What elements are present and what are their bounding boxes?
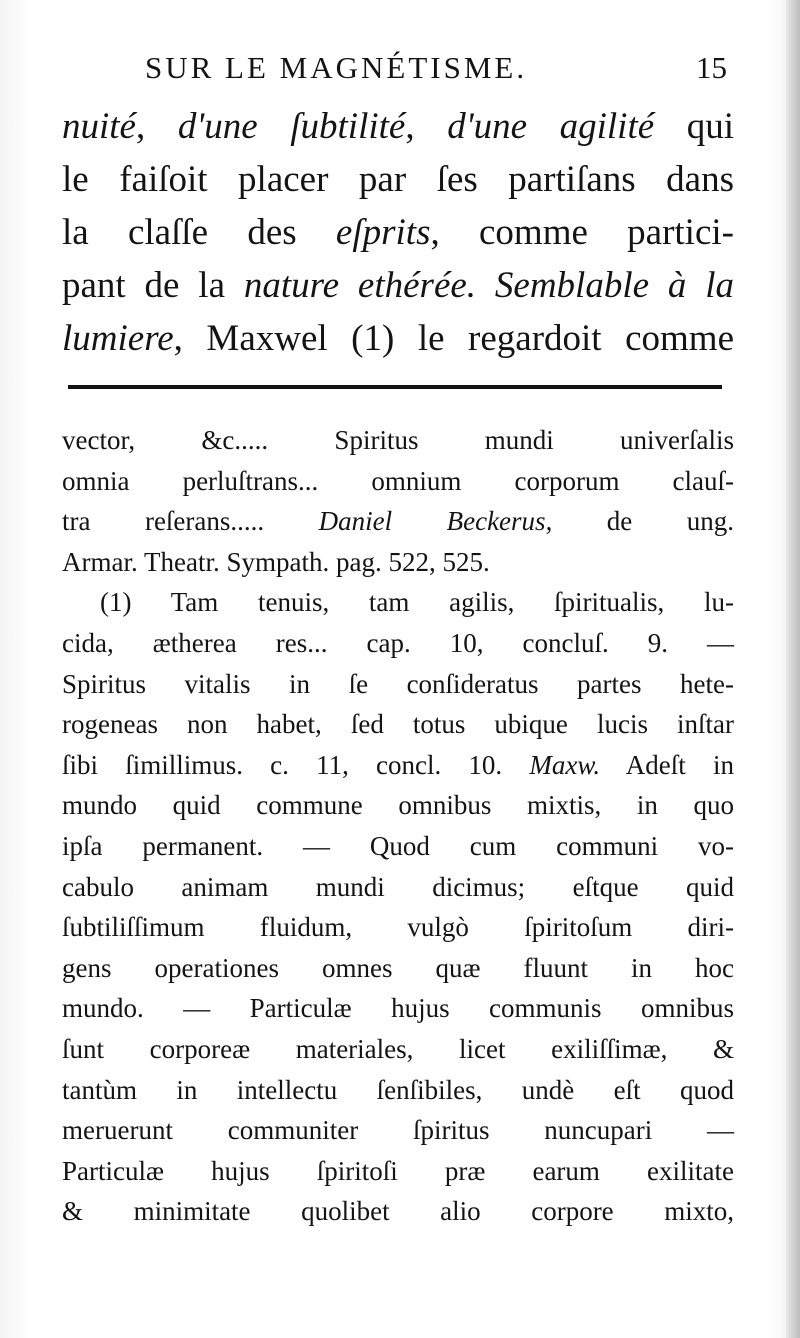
footnote-line: mundo. — Particulæ hujus communis omnibus <box>62 993 734 1024</box>
main-line: la claſſe des eſprits, comme partici- <box>62 212 734 253</box>
footnote-rule <box>68 385 722 389</box>
footnote-line: cida, ætherea res... cap. 10, concluſ. 9. — <box>62 627 734 658</box>
main-line: pant de la nature ethérée. Semblable à la <box>62 265 734 306</box>
main-line: nuité, d'une ſubtilité, d'une agilité qui <box>62 106 735 147</box>
footnote-line: Spiritus vitalis in ſe conſideratus partes hete- <box>62 668 734 699</box>
footnote-line: gens operationes omnes quæ fluunt in hoc <box>62 952 734 983</box>
footnotes <box>62 420 734 1232</box>
footnote-line: ſubtiliſſimum fluidum, vulgò ſpiritoſum diri- <box>62 912 734 943</box>
footnote-line: ipſa permanent. — Quod cum communi vo- <box>62 830 734 861</box>
footnote-line: Armar. Theatr. Sympath. pag. 522, 525. <box>62 546 490 577</box>
running-title: SUR LE MAGNÉTISME. <box>145 50 528 85</box>
footnote-line: tantùm in intellectu ſenſibiles, undè eſt quod <box>62 1074 734 1105</box>
page-edge-shadow <box>786 0 800 1338</box>
footnote-line: & minimitate quolibet alio corpore mixto, <box>62 1196 734 1227</box>
main-line: le faiſoit placer par ſes partiſans dans <box>62 159 734 200</box>
footnote-line: ſunt corporeæ materiales, licet exiliſſimæ, & <box>62 1033 734 1064</box>
footnote-line: omnia perluſtrans... omnium corporum clauſ- <box>62 465 734 496</box>
footnote-line: meruerunt communiter ſpiritus nuncupari — <box>62 1115 734 1146</box>
page-number: 15 <box>696 50 727 85</box>
footnote-line: ſibi ſimillimus. c. 11, concl. 10. Maxw. Adeſt in <box>62 749 734 780</box>
footnote-line: cabulo animam mundi dicimus; eſtque quid <box>62 871 734 902</box>
footnote-line: Particulæ hujus ſpiritoſi præ earum exilitate <box>62 1155 734 1186</box>
page-header <box>145 50 735 94</box>
footnote-line: rogeneas non habet, ſed totus ubique lucis inſtar <box>62 709 734 740</box>
main-line: lumiere, Maxwel (1) le regardoit comme <box>62 318 734 359</box>
footnote-line: vector, &c..... Spiritus mundi univerſalis <box>62 425 734 455</box>
main-text <box>62 100 734 365</box>
footnote-line: tra reſerans..... Daniel Beckerus, de ung. <box>62 506 735 537</box>
footnote-line: (1) Tam tenuis, tam agilis, ſpiritualis, lu- <box>100 587 734 618</box>
footnote-line: mundo quid commune omnibus mixtis, in quo <box>62 790 734 821</box>
